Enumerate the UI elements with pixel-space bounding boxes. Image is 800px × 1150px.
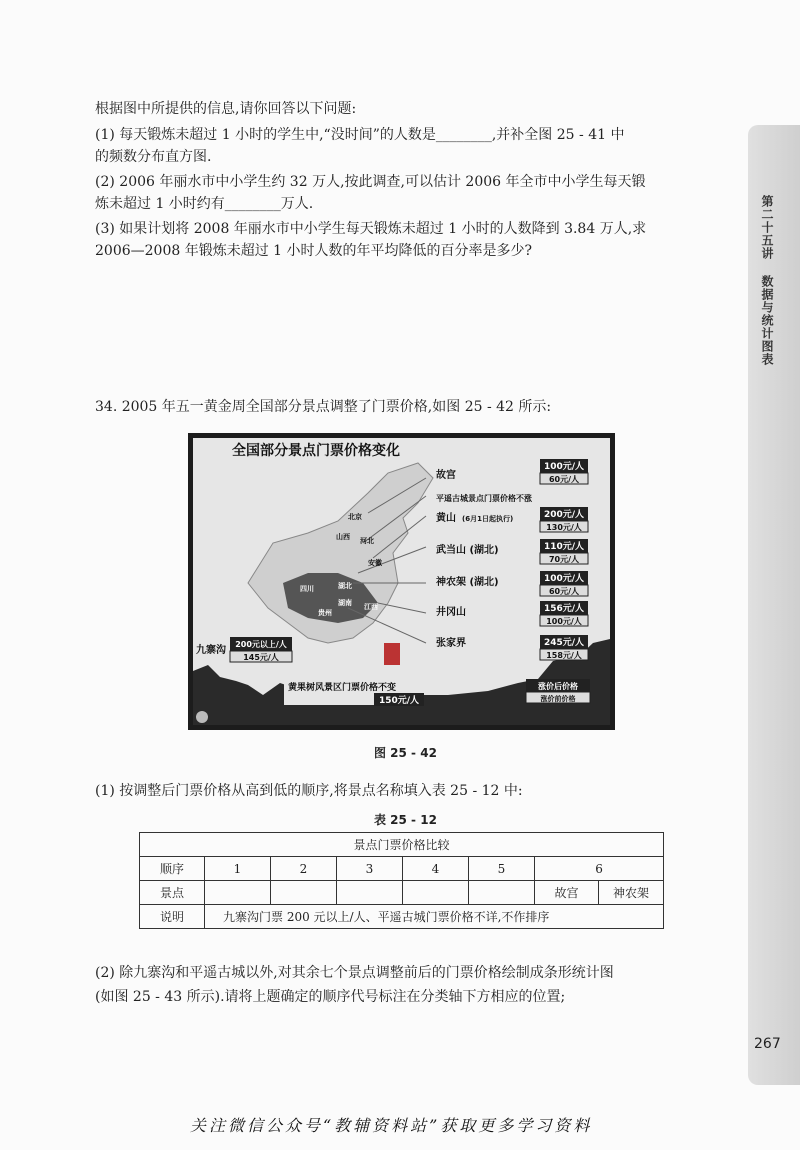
page-number: 267 — [754, 1036, 781, 1052]
price-comparison-table — [139, 832, 664, 929]
price-new-wudangshan: 110元/人 — [543, 542, 585, 552]
spot-gugong: 故宫 — [436, 470, 456, 481]
question-1-line-1: (1) 每天锻炼未超过 1 小时的学生中,“没时间”的人数是________,并补全图 25 - 41 中 — [95, 127, 625, 143]
map-label-shanxi: 山西 — [336, 533, 350, 541]
price-old-wudangshan: 70元/人 — [548, 555, 580, 564]
price-new-jinggangshan: 156元/人 — [543, 604, 585, 614]
price-new-huangshan: 200元/人 — [543, 510, 585, 520]
price-new-gugong: 100元/人 — [543, 462, 585, 472]
order-5: 5 — [469, 857, 535, 881]
price-new-jiuzhaigou: 200元以上/人 — [235, 640, 287, 649]
legend-before: 涨价前价格 — [540, 695, 576, 703]
spot-blank-3[interactable] — [337, 881, 403, 905]
order-1: 1 — [205, 857, 271, 881]
table-spot-row — [140, 881, 664, 905]
footer-watermark: 关注微信公众号“教辅资料站”获取更多学习资料 — [190, 1116, 593, 1135]
question-2-line-1: (2) 2006 年丽水市中小学生约 32 万人,按此调查,可以估计 2006 年全市中小学生每天锻 — [95, 174, 646, 190]
spot-blank-1[interactable] — [205, 881, 271, 905]
sub-question-1: (1) 按调整后门票价格从高到低的顺序,将景点名称填入表 25 - 12 中: — [95, 783, 523, 799]
note-label: 说明 — [140, 905, 205, 929]
spot-zhangjiajie: 张家界 — [436, 638, 466, 649]
spot-6b: 神农架 — [599, 881, 664, 905]
table-title: 景点门票价格比较 — [140, 833, 664, 857]
spot-blank-2[interactable] — [271, 881, 337, 905]
legend-after: 涨价后价格 — [538, 682, 578, 691]
chapter-number: 第二十五讲 — [760, 195, 774, 260]
question-3-line-2: 2006—2008 年锻炼未超过 1 小时人数的年平均降低的百分率是多少? — [95, 243, 533, 259]
map-label-hunan: 湖南 — [338, 599, 352, 607]
chapter-side-label — [760, 195, 776, 376]
spot-huangshan: 黄山 — [436, 513, 456, 524]
map-label-hebei: 河北 — [360, 537, 374, 545]
order-6: 6 — [535, 857, 664, 881]
spot-jiuzhaigou: 九寨沟 — [196, 645, 226, 656]
spot-huangshan-note: (6月1日起执行) — [462, 515, 514, 523]
order-label: 顺序 — [140, 857, 205, 881]
huangguoshu-marker — [384, 643, 400, 665]
price-old-jiuzhaigou: 145元/人 — [243, 653, 279, 662]
spot-shennongjia: 神农架 (湖北) — [436, 577, 499, 588]
question-1-line-2: 的频数分布直方图. — [95, 149, 212, 165]
map-label-sichuan: 四川 — [300, 585, 314, 593]
question-2-line-2: 炼未超过 1 小时约有________万人. — [95, 196, 314, 212]
sub-question-2-line-2: (如图 25 - 43 所示).请将上题确定的顺序代号标注在分类轴下方相应的位置; — [95, 989, 566, 1005]
chapter-topic: 数据与统计图表 — [760, 275, 774, 367]
spot-pingyao: 平遥古城景点门票价格不涨 — [436, 494, 532, 503]
order-2: 2 — [271, 857, 337, 881]
spot-6a: 故宫 — [535, 881, 599, 905]
table-caption: 表 25 - 12 — [374, 813, 437, 827]
huangguoshu-price: 150元/人 — [378, 696, 420, 706]
order-4: 4 — [403, 857, 469, 881]
note-text: 九寨沟门票 200 元以上/人、平遥古城门票价格不详,不作排序 — [205, 905, 664, 929]
logo-icon — [196, 711, 208, 723]
order-3: 3 — [337, 857, 403, 881]
intro-text: 根据图中所提供的信息,请你回答以下问题: — [95, 101, 357, 117]
table-title-row — [140, 833, 664, 857]
sub-question-2-line-1: (2) 除九寨沟和平遥古城以外,对其余七个景点调整前后的门票价格绘制成条形统计图 — [95, 965, 614, 981]
table-note-row — [140, 905, 664, 929]
price-old-gugong: 60元/人 — [548, 475, 580, 484]
price-new-shennongjia: 100元/人 — [543, 574, 585, 584]
huangguoshu-text: 黄果树风景区门票价格不变 — [288, 683, 397, 693]
map-label-anhui: 安徽 — [368, 559, 382, 567]
table-order-row — [140, 857, 664, 881]
spot-label: 景点 — [140, 881, 205, 905]
figure-caption: 图 25 - 42 — [374, 746, 437, 760]
price-old-zhangjiajie: 158元/人 — [546, 651, 582, 660]
map-label-beijing: 北京 — [348, 513, 362, 521]
spot-blank-5[interactable] — [469, 881, 535, 905]
figure-title: 全国部分景点门票价格变化 — [232, 443, 400, 459]
map-label-hubei: 湖北 — [338, 582, 352, 590]
ticket-price-figure — [188, 433, 615, 730]
price-new-zhangjiajie: 245元/人 — [543, 638, 585, 648]
question-3-line-1: (3) 如果计划将 2008 年丽水市中小学生每天锻炼未超过 1 小时的人数降到 3.84 万人,求 — [95, 221, 647, 237]
map-label-guizhou: 贵州 — [318, 609, 332, 617]
price-old-shennongjia: 60元/人 — [548, 587, 580, 596]
price-old-jinggangshan: 100元/人 — [546, 617, 582, 626]
price-old-huangshan: 130元/人 — [546, 523, 582, 532]
spot-jinggangshan: 井冈山 — [436, 607, 466, 618]
map-label-jiangxi: 江西 — [364, 603, 378, 611]
spot-blank-4[interactable] — [403, 881, 469, 905]
spot-wudangshan: 武当山 (湖北) — [436, 545, 499, 556]
problem-34-text: 34. 2005 年五一黄金周全国部分景点调整了门票价格,如图 25 - 42 所示: — [95, 399, 552, 415]
